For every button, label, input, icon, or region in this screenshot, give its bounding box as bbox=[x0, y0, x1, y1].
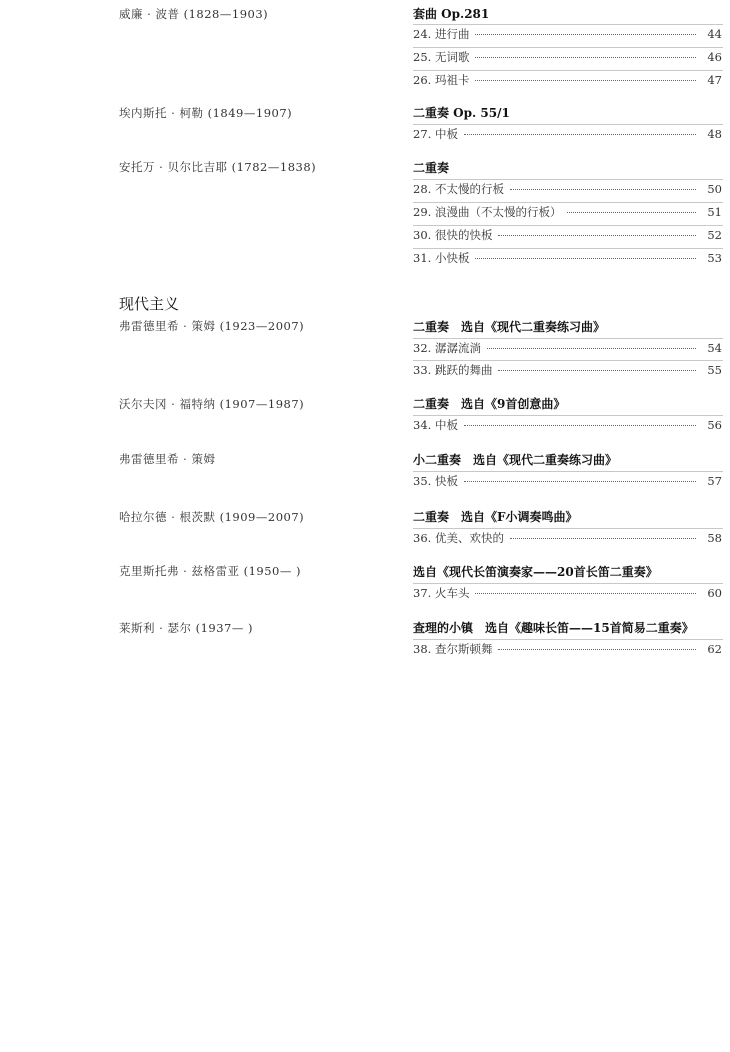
entry-page: 54 bbox=[707, 341, 722, 355]
composer-name: 威廉 · 波普 (1828—1903) bbox=[119, 7, 269, 21]
divider bbox=[413, 47, 723, 48]
divider bbox=[413, 70, 723, 71]
composer-name: 莱斯利 · 瑟尔 (1937— ) bbox=[119, 621, 254, 635]
entry-page: 51 bbox=[707, 205, 722, 219]
divider bbox=[413, 639, 723, 640]
toc-entry[interactable] bbox=[413, 181, 722, 199]
composer-name: 弗雷德里希 · 策姆 (1923—2007) bbox=[119, 319, 305, 333]
entry-title: 31. 小快板 bbox=[413, 251, 470, 265]
toc-entry[interactable] bbox=[413, 362, 722, 380]
toc-entry[interactable] bbox=[413, 250, 722, 268]
dot-leader bbox=[510, 189, 696, 190]
divider bbox=[413, 360, 723, 361]
entry-title: 28. 不太慢的行板 bbox=[413, 182, 504, 196]
divider bbox=[413, 124, 723, 125]
work-title: 选自《现代长笛演奏家——20首长笛二重奏》 bbox=[413, 565, 658, 579]
dot-leader bbox=[475, 80, 696, 81]
dot-leader bbox=[464, 134, 696, 135]
toc-entry[interactable] bbox=[413, 340, 722, 358]
entry-page: 56 bbox=[707, 418, 722, 432]
entry-title: 29. 浪漫曲（不太慢的行板） bbox=[413, 205, 562, 219]
toc-entry[interactable] bbox=[413, 126, 722, 144]
divider bbox=[413, 202, 723, 203]
composer-name: 克里斯托弗 · 兹格雷亚 (1950— ) bbox=[119, 564, 302, 578]
work-title: 二重奏 bbox=[413, 161, 450, 175]
dot-leader bbox=[475, 593, 696, 594]
toc-entry[interactable] bbox=[413, 641, 722, 659]
dot-leader bbox=[510, 538, 696, 539]
dot-leader bbox=[475, 34, 696, 35]
divider bbox=[413, 528, 723, 529]
work-title: 二重奏 选自《9首创意曲》 bbox=[413, 397, 566, 411]
toc-entry[interactable] bbox=[413, 49, 722, 67]
dot-leader bbox=[464, 481, 696, 482]
entry-title: 36. 优美、欢快的 bbox=[413, 531, 504, 545]
entry-title: 37. 火车头 bbox=[413, 586, 470, 600]
divider bbox=[413, 338, 723, 339]
toc-entry[interactable] bbox=[413, 227, 722, 245]
divider bbox=[413, 225, 723, 226]
entry-title: 26. 玛祖卡 bbox=[413, 73, 470, 87]
dot-leader bbox=[464, 425, 696, 426]
work-title: 二重奏 选自《F小调奏鸣曲》 bbox=[413, 510, 578, 524]
entry-page: 50 bbox=[707, 182, 722, 196]
entry-page: 58 bbox=[707, 531, 722, 545]
entry-title: 38. 查尔斯顿舞 bbox=[413, 642, 493, 656]
composer-name: 哈拉尔德 · 根茨默 (1909—2007) bbox=[119, 510, 305, 524]
toc-entry[interactable] bbox=[413, 417, 722, 435]
divider bbox=[413, 583, 723, 584]
divider bbox=[413, 471, 723, 472]
toc-entry[interactable] bbox=[413, 585, 722, 603]
toc-entry[interactable] bbox=[413, 204, 722, 222]
entry-title: 27. 中板 bbox=[413, 127, 458, 141]
dot-leader bbox=[567, 212, 696, 213]
dot-leader bbox=[498, 370, 696, 371]
entry-page: 62 bbox=[707, 642, 722, 656]
work-title: 二重奏 选自《现代二重奏练习曲》 bbox=[413, 320, 606, 334]
entry-page: 46 bbox=[707, 50, 722, 64]
dot-leader bbox=[475, 57, 696, 58]
toc-entry[interactable] bbox=[413, 72, 722, 90]
dot-leader bbox=[498, 649, 696, 650]
divider bbox=[413, 415, 723, 416]
work-title: 查理的小镇 选自《趣味长笛——15首简易二重奏》 bbox=[413, 621, 694, 635]
entry-page: 47 bbox=[707, 73, 722, 87]
section-heading: 现代主义 bbox=[119, 295, 180, 313]
entry-title: 34. 中板 bbox=[413, 418, 458, 432]
divider bbox=[413, 24, 723, 25]
entry-title: 25. 无词歌 bbox=[413, 50, 470, 64]
composer-name: 弗雷德里希 · 策姆 bbox=[119, 452, 216, 466]
composer-name: 沃尔夫冈 · 福特纳 (1907—1987) bbox=[119, 397, 305, 411]
composer-name: 埃内斯托 · 柯勒 (1849—1907) bbox=[119, 106, 293, 120]
toc-entry[interactable] bbox=[413, 473, 722, 491]
toc-entry[interactable] bbox=[413, 26, 722, 44]
toc-entry[interactable] bbox=[413, 530, 722, 548]
entry-title: 30. 很快的快板 bbox=[413, 228, 493, 242]
entry-title: 24. 进行曲 bbox=[413, 27, 470, 41]
divider bbox=[413, 179, 723, 180]
entry-page: 53 bbox=[707, 251, 722, 265]
entry-page: 52 bbox=[707, 228, 722, 242]
composer-name: 安托万 · 贝尔比吉耶 (1782—1838) bbox=[119, 160, 317, 174]
entry-title: 35. 快板 bbox=[413, 474, 458, 488]
work-title: 二重奏 Op. 55/1 bbox=[413, 106, 510, 120]
work-title: 小二重奏 选自《现代二重奏练习曲》 bbox=[413, 453, 618, 467]
entry-page: 55 bbox=[707, 363, 722, 377]
entry-title: 32. 潺潺流淌 bbox=[413, 341, 481, 355]
entry-page: 44 bbox=[707, 27, 722, 41]
dot-leader bbox=[487, 348, 696, 349]
entry-page: 60 bbox=[707, 586, 722, 600]
dot-leader bbox=[498, 235, 696, 236]
dot-leader bbox=[475, 258, 696, 259]
divider bbox=[413, 248, 723, 249]
entry-page: 57 bbox=[707, 474, 722, 488]
entry-page: 48 bbox=[707, 127, 722, 141]
work-title: 套曲 Op.281 bbox=[413, 7, 490, 21]
entry-title: 33. 跳跃的舞曲 bbox=[413, 363, 493, 377]
